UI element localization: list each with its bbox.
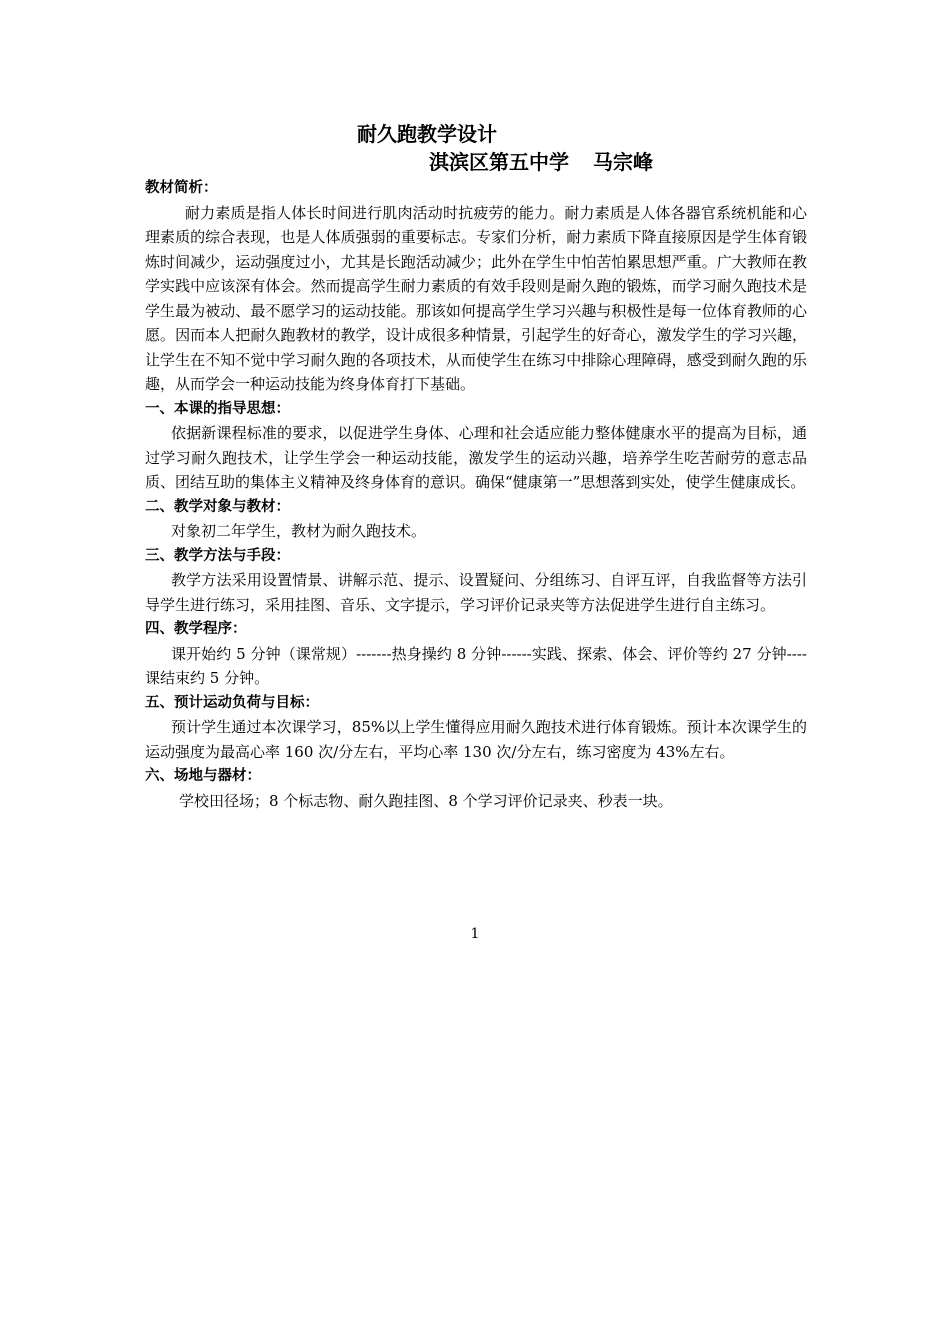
section-body: 对象初二年学生，教材为耐久跑技术。 [171,522,427,540]
section-exercise-load [145,691,807,765]
section-heading: 六、场地与器材： [145,768,261,784]
section-body: 耐力素质是指人体长时间进行肌肉活动时抗疲劳的能力。耐力素质是人体各器官系统机能和心理素质的综合表现，也是人体质强弱的重要标志。专家们分析，耐力素质下降直接原因是学生体育锻炼时间减少，运动强度过小，尤其是长跑活动减少；此外在学生中怕苦怕累思想严重。广大教师在教学实践中应该深有体会。然而提高学生耐力素质的有效手段则是耐久跑的锻炼，而学习耐久跑技术是学生最为被动、最不愿学习的运动技能。那该如何提高学生学习兴趣与积极性是每一位体育教师的心愿。因而本人把耐久跑教材的教学，设计成很多种情景，引起学生的好奇心，激发学生的学习兴趣，让学生在不知不觉中学习耐久跑的各项技术，从而使学生在练习中排除心理障碍，感受到耐久跑的乐趣，从而学会一种运动技能为终身体育打下基础。 [145,203,807,393]
section-heading: 三、教学方法与手段： [145,547,290,564]
document-page [145,120,807,813]
section-teaching-methods [145,544,807,618]
section-heading: 一、本课的指导思想： [145,400,290,417]
section-heading: 教材简析： [145,180,218,196]
section-teaching-procedure [145,617,807,691]
section-material-analysis [145,176,807,397]
document-byline [145,148,807,176]
section-guiding-idea [145,397,807,495]
document-title: 耐久跑教学设计 [357,122,497,146]
section-body: 学校田径场；8 个标志物、耐久跑挂图、8 个学习评价记录夹、秒表一块。 [179,791,673,810]
section-heading: 四、教学程序： [145,621,247,637]
school-name: 淇滨区第五中学 [429,150,569,174]
section-body: 教学方法采用设置情景、讲解示范、提示、设置疑问、分组练习、自评互评，自我监督等方法引导学生进行练习，采用挂图、音乐、文字提示，学习评价记录夹等方法促进学生进行自主练习。 [145,571,807,614]
page-number: 1 [470,926,480,942]
section-teaching-object [145,495,807,544]
section-body: 预计学生通过本次课学习，85%以上学生懂得应用耐久跑技术进行体育锻炼。预计本次课学生的运动强度为最高心率 160 次/分左右，平均心率 130 次/分左右，练习密度为 43%左右。 [145,718,807,761]
section-heading: 五、预计运动负荷与目标： [145,694,319,711]
section-body: 课开始约 5 分钟（课常规）-------热身操约 8 分钟------实践、探索、体会、评价等约 27 分钟----课结束约 5 分钟。 [145,644,807,687]
author-name: 马宗峰 [593,150,653,174]
section-venue-equipment [145,764,807,813]
section-body: 依据新课程标准的要求，以促进学生身体、心理和社会适应能力整体健康水平的提高为目标，通过学习耐久跑技术，让学生学会一种运动技能，激发学生的运动兴趣，培养学生吃苦耐劳的意志品质、团结互助的集体主义精神及终身体育的意识。确保“健康第一”思想落到实处，使学生健康成长。 [145,424,807,491]
section-heading: 二、教学对象与教材： [145,498,290,515]
